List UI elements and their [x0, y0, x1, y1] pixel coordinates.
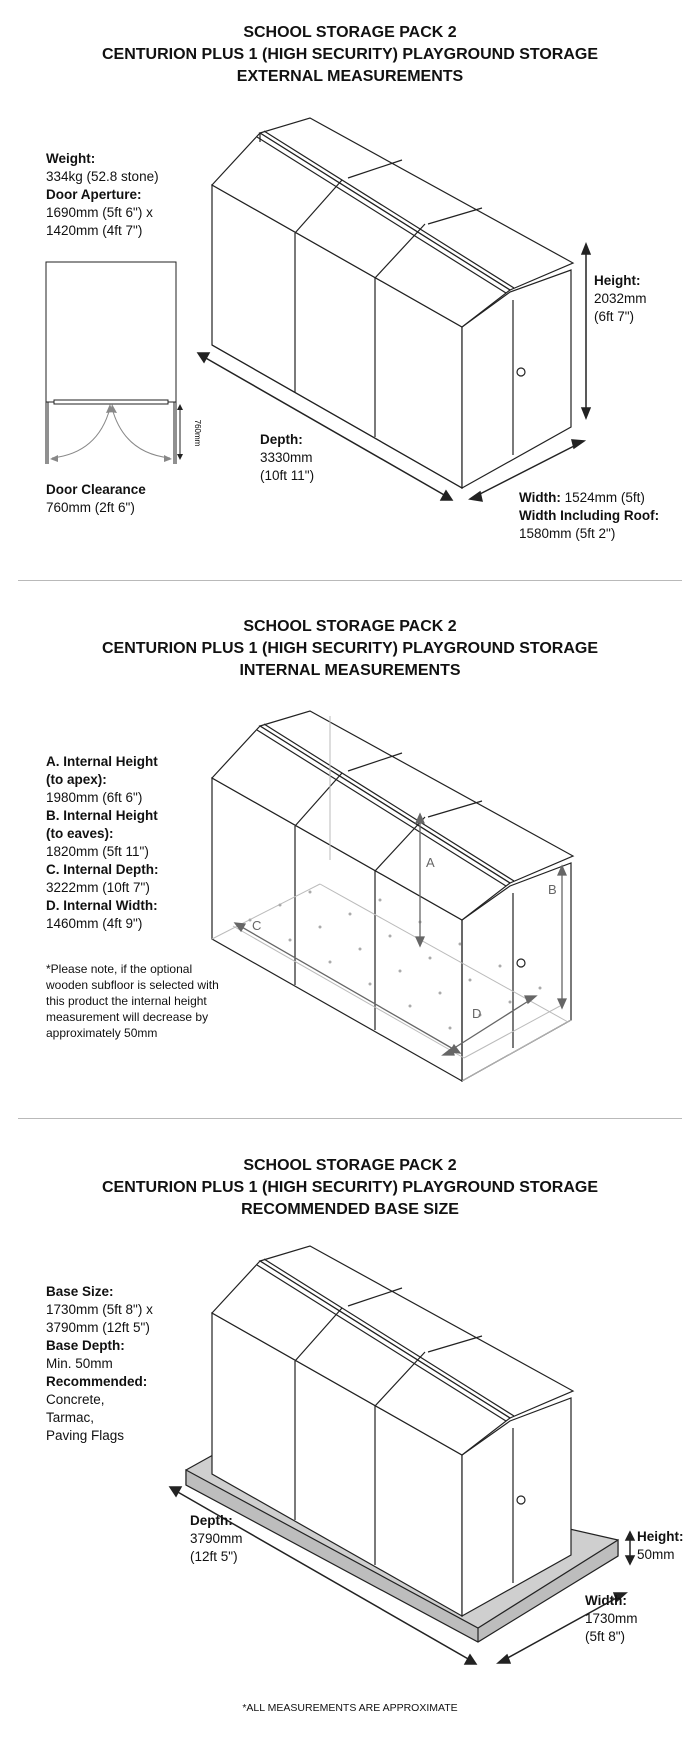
- base-dim-width-value-2: (5ft 8"): [585, 1629, 626, 1644]
- title-line-1: SCHOOL STORAGE PACK 2: [243, 24, 457, 41]
- base-dim-height-label: Height:: [637, 1529, 684, 1544]
- base-depth-value: Min. 50mm: [46, 1356, 113, 1371]
- height-value-2: (6ft 7"): [594, 309, 635, 324]
- base-size-value-2: 3790mm (12ft 5"): [46, 1320, 150, 1335]
- door-handle-icon: [517, 1496, 525, 1504]
- base-dim-width-label: Width:: [585, 1593, 627, 1608]
- door-clearance-value: 760mm (2ft 6"): [46, 500, 135, 515]
- height-value-1: 2032mm: [594, 291, 647, 306]
- title-line-3: RECOMMENDED BASE SIZE: [241, 1201, 459, 1218]
- b-label-1: B. Internal Height: [46, 808, 158, 823]
- marker-a: A: [426, 855, 435, 870]
- recommended-1: Concrete,: [46, 1392, 105, 1407]
- c-label: C. Internal Depth:: [46, 862, 159, 877]
- width-value: 1524mm (5ft): [564, 490, 645, 505]
- marker-c: C: [252, 918, 262, 933]
- door-aperture-value-1: 1690mm (5ft 6") x: [46, 205, 153, 220]
- clearance-tick-label: 760mm: [193, 419, 202, 447]
- base-size-label: Base Size:: [46, 1284, 114, 1299]
- marker-b: B: [548, 882, 557, 897]
- marker-d: D: [472, 1006, 482, 1021]
- base-dim-depth-value-1: 3790mm: [190, 1531, 243, 1546]
- title-line-1: SCHOOL STORAGE PACK 2: [243, 1157, 457, 1174]
- base-dim-width-value-1: 1730mm: [585, 1611, 638, 1626]
- weight-label: Weight:: [46, 151, 96, 166]
- a-label-2: (to apex):: [46, 772, 107, 787]
- title-line-2: CENTURION PLUS 1 (HIGH SECURITY) PLAYGROUND STORAGE: [101, 640, 599, 657]
- door-aperture-value-2: 1420mm (4ft 7"): [46, 223, 143, 238]
- title-line-3: INTERNAL MEASUREMENTS: [239, 662, 461, 679]
- height-label: Height:: [594, 273, 641, 288]
- door-clearance-label: Door Clearance: [46, 482, 146, 497]
- base-dim-height-value: 50mm: [637, 1547, 675, 1562]
- door-aperture-label: Door Aperture:: [46, 187, 142, 202]
- depth-label: Depth:: [260, 432, 303, 447]
- depth-value-1: 3330mm: [260, 450, 313, 465]
- b-value: 1820mm (5ft 11"): [46, 844, 149, 859]
- d-label: D. Internal Width:: [46, 898, 158, 913]
- title-line-2: CENTURION PLUS 1 (HIGH SECURITY) PLAYGROUND STORAGE: [101, 1179, 599, 1196]
- base-width-dim-block: [585, 1592, 638, 1646]
- recommended-label: Recommended:: [46, 1374, 148, 1389]
- depth-value-2: (10ft 11"): [260, 468, 315, 483]
- a-label-1: A. Internal Height: [46, 754, 158, 769]
- width-roof-label: Width Including Roof:: [519, 508, 660, 523]
- title-line-1: SCHOOL STORAGE PACK 2: [243, 618, 457, 635]
- base-depth-dim-block: [190, 1512, 243, 1566]
- weight-value: 334kg (52.8 stone): [46, 169, 159, 184]
- base-dim-depth-value-2: (12ft 5"): [190, 1549, 238, 1564]
- title-line-2: CENTURION PLUS 1 (HIGH SECURITY) PLAYGROUND STORAGE: [101, 46, 599, 63]
- recommended-3: Paving Flags: [46, 1428, 125, 1443]
- a-value: 1980mm (6ft 6"): [46, 790, 143, 805]
- subfloor-note: *Please note, if the optional wooden subfloor is selected with this product the internal height measurement will decrease by approximately 50mm: [46, 962, 219, 1040]
- base-size-value-1: 1730mm (5ft 8") x: [46, 1302, 153, 1317]
- base-dim-depth-label: Depth:: [190, 1513, 233, 1528]
- width-roof-value: 1580mm (5ft 2"): [519, 526, 616, 541]
- base-height-dim-block: [637, 1528, 684, 1564]
- b-label-2: (to eaves):: [46, 826, 114, 841]
- footer-note: *ALL MEASUREMENTS ARE APPROXIMATE: [242, 1702, 458, 1714]
- width-label: Width:: [519, 490, 561, 505]
- base-depth-label: Base Depth:: [46, 1338, 125, 1353]
- d-value: 1460mm (4ft 9"): [46, 916, 143, 931]
- recommended-2: Tarmac,: [46, 1410, 95, 1425]
- c-value: 3222mm (10ft 7"): [46, 880, 150, 895]
- title-line-3: EXTERNAL MEASUREMENTS: [236, 68, 464, 85]
